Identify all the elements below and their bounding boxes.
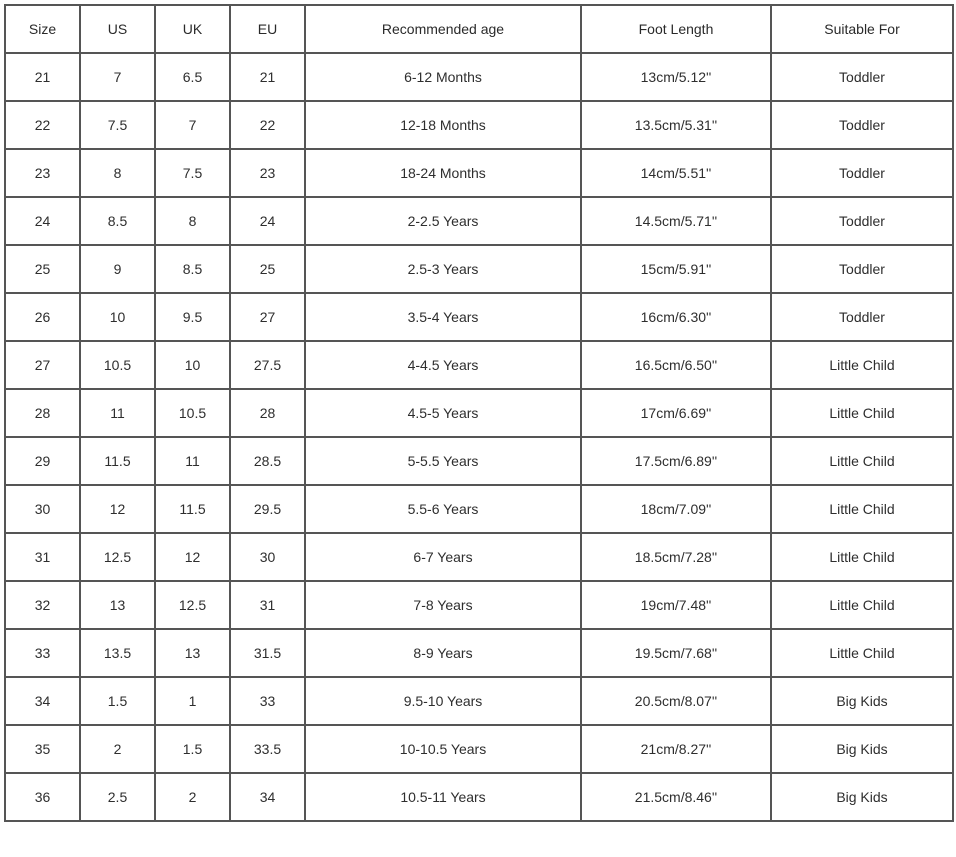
suitable-for-cell: Big Kids [771, 725, 953, 773]
suitable-for-cell: Little Child [771, 485, 953, 533]
us-cell: 8 [80, 149, 155, 197]
size-cell: 36 [5, 773, 80, 821]
size-chart-container [4, 4, 952, 822]
age-cell: 3.5-4 Years [305, 293, 581, 341]
age-cell: 6-7 Years [305, 533, 581, 581]
table-body [5, 53, 953, 821]
eu-cell: 27.5 [230, 341, 305, 389]
age-cell: 12-18 Months [305, 101, 581, 149]
us-cell: 13.5 [80, 629, 155, 677]
uk-cell: 10.5 [155, 389, 230, 437]
suitable-for-cell: Little Child [771, 533, 953, 581]
table-row [5, 773, 953, 821]
eu-cell: 28.5 [230, 437, 305, 485]
uk-cell: 8 [155, 197, 230, 245]
foot-length-cell: 14cm/5.51'' [581, 149, 771, 197]
foot-length-cell: 13.5cm/5.31'' [581, 101, 771, 149]
eu-cell: 34 [230, 773, 305, 821]
eu-cell: 29.5 [230, 485, 305, 533]
foot-length-cell: 15cm/5.91'' [581, 245, 771, 293]
size-cell: 28 [5, 389, 80, 437]
age-cell: 2-2.5 Years [305, 197, 581, 245]
table-row [5, 149, 953, 197]
uk-cell: 8.5 [155, 245, 230, 293]
us-cell: 2 [80, 725, 155, 773]
uk-cell: 13 [155, 629, 230, 677]
size-cell: 22 [5, 101, 80, 149]
header-foot-length: Foot Length [581, 5, 771, 53]
table-row [5, 293, 953, 341]
suitable-for-cell: Big Kids [771, 677, 953, 725]
uk-cell: 1.5 [155, 725, 230, 773]
header-suitable-for: Suitable For [771, 5, 953, 53]
foot-length-cell: 18cm/7.09'' [581, 485, 771, 533]
uk-cell: 7 [155, 101, 230, 149]
foot-length-cell: 17.5cm/6.89'' [581, 437, 771, 485]
us-cell: 7 [80, 53, 155, 101]
foot-length-cell: 21cm/8.27'' [581, 725, 771, 773]
age-cell: 10-10.5 Years [305, 725, 581, 773]
uk-cell: 10 [155, 341, 230, 389]
foot-length-cell: 17cm/6.69'' [581, 389, 771, 437]
size-cell: 32 [5, 581, 80, 629]
size-cell: 29 [5, 437, 80, 485]
size-cell: 33 [5, 629, 80, 677]
uk-cell: 2 [155, 773, 230, 821]
uk-cell: 9.5 [155, 293, 230, 341]
us-cell: 12.5 [80, 533, 155, 581]
header-size: Size [5, 5, 80, 53]
size-cell: 31 [5, 533, 80, 581]
suitable-for-cell: Toddler [771, 197, 953, 245]
size-chart-table [4, 4, 954, 822]
eu-cell: 22 [230, 101, 305, 149]
eu-cell: 25 [230, 245, 305, 293]
table-row [5, 533, 953, 581]
size-cell: 35 [5, 725, 80, 773]
age-cell: 6-12 Months [305, 53, 581, 101]
foot-length-cell: 19.5cm/7.68'' [581, 629, 771, 677]
us-cell: 11.5 [80, 437, 155, 485]
us-cell: 7.5 [80, 101, 155, 149]
size-cell: 27 [5, 341, 80, 389]
foot-length-cell: 14.5cm/5.71'' [581, 197, 771, 245]
us-cell: 10 [80, 293, 155, 341]
table-row [5, 437, 953, 485]
us-cell: 13 [80, 581, 155, 629]
foot-length-cell: 21.5cm/8.46'' [581, 773, 771, 821]
uk-cell: 12.5 [155, 581, 230, 629]
header-row [5, 5, 953, 53]
table-row [5, 629, 953, 677]
foot-length-cell: 16cm/6.30'' [581, 293, 771, 341]
us-cell: 9 [80, 245, 155, 293]
table-row [5, 581, 953, 629]
foot-length-cell: 16.5cm/6.50'' [581, 341, 771, 389]
age-cell: 5.5-6 Years [305, 485, 581, 533]
table-row [5, 485, 953, 533]
age-cell: 7-8 Years [305, 581, 581, 629]
size-cell: 30 [5, 485, 80, 533]
suitable-for-cell: Toddler [771, 101, 953, 149]
size-cell: 24 [5, 197, 80, 245]
table-row [5, 245, 953, 293]
size-cell: 21 [5, 53, 80, 101]
eu-cell: 28 [230, 389, 305, 437]
us-cell: 8.5 [80, 197, 155, 245]
foot-length-cell: 18.5cm/7.28'' [581, 533, 771, 581]
foot-length-cell: 20.5cm/8.07'' [581, 677, 771, 725]
eu-cell: 31 [230, 581, 305, 629]
table-row [5, 101, 953, 149]
age-cell: 2.5-3 Years [305, 245, 581, 293]
eu-cell: 33 [230, 677, 305, 725]
uk-cell: 11 [155, 437, 230, 485]
us-cell: 10.5 [80, 341, 155, 389]
table-row [5, 389, 953, 437]
eu-cell: 21 [230, 53, 305, 101]
eu-cell: 31.5 [230, 629, 305, 677]
header-eu: EU [230, 5, 305, 53]
uk-cell: 12 [155, 533, 230, 581]
age-cell: 8-9 Years [305, 629, 581, 677]
header-us: US [80, 5, 155, 53]
size-cell: 34 [5, 677, 80, 725]
age-cell: 4-4.5 Years [305, 341, 581, 389]
suitable-for-cell: Little Child [771, 341, 953, 389]
eu-cell: 33.5 [230, 725, 305, 773]
foot-length-cell: 19cm/7.48'' [581, 581, 771, 629]
uk-cell: 7.5 [155, 149, 230, 197]
table-row [5, 725, 953, 773]
size-cell: 23 [5, 149, 80, 197]
suitable-for-cell: Toddler [771, 293, 953, 341]
header-recommended-age: Recommended age [305, 5, 581, 53]
us-cell: 12 [80, 485, 155, 533]
us-cell: 11 [80, 389, 155, 437]
suitable-for-cell: Toddler [771, 245, 953, 293]
eu-cell: 30 [230, 533, 305, 581]
suitable-for-cell: Little Child [771, 629, 953, 677]
age-cell: 9.5-10 Years [305, 677, 581, 725]
age-cell: 18-24 Months [305, 149, 581, 197]
eu-cell: 27 [230, 293, 305, 341]
uk-cell: 11.5 [155, 485, 230, 533]
table-row [5, 197, 953, 245]
us-cell: 1.5 [80, 677, 155, 725]
foot-length-cell: 13cm/5.12'' [581, 53, 771, 101]
suitable-for-cell: Big Kids [771, 773, 953, 821]
table-row [5, 341, 953, 389]
size-cell: 26 [5, 293, 80, 341]
size-cell: 25 [5, 245, 80, 293]
eu-cell: 24 [230, 197, 305, 245]
table-row [5, 677, 953, 725]
us-cell: 2.5 [80, 773, 155, 821]
eu-cell: 23 [230, 149, 305, 197]
header-uk: UK [155, 5, 230, 53]
age-cell: 10.5-11 Years [305, 773, 581, 821]
suitable-for-cell: Toddler [771, 53, 953, 101]
age-cell: 4.5-5 Years [305, 389, 581, 437]
suitable-for-cell: Toddler [771, 149, 953, 197]
suitable-for-cell: Little Child [771, 389, 953, 437]
suitable-for-cell: Little Child [771, 437, 953, 485]
age-cell: 5-5.5 Years [305, 437, 581, 485]
uk-cell: 1 [155, 677, 230, 725]
uk-cell: 6.5 [155, 53, 230, 101]
table-row [5, 53, 953, 101]
suitable-for-cell: Little Child [771, 581, 953, 629]
